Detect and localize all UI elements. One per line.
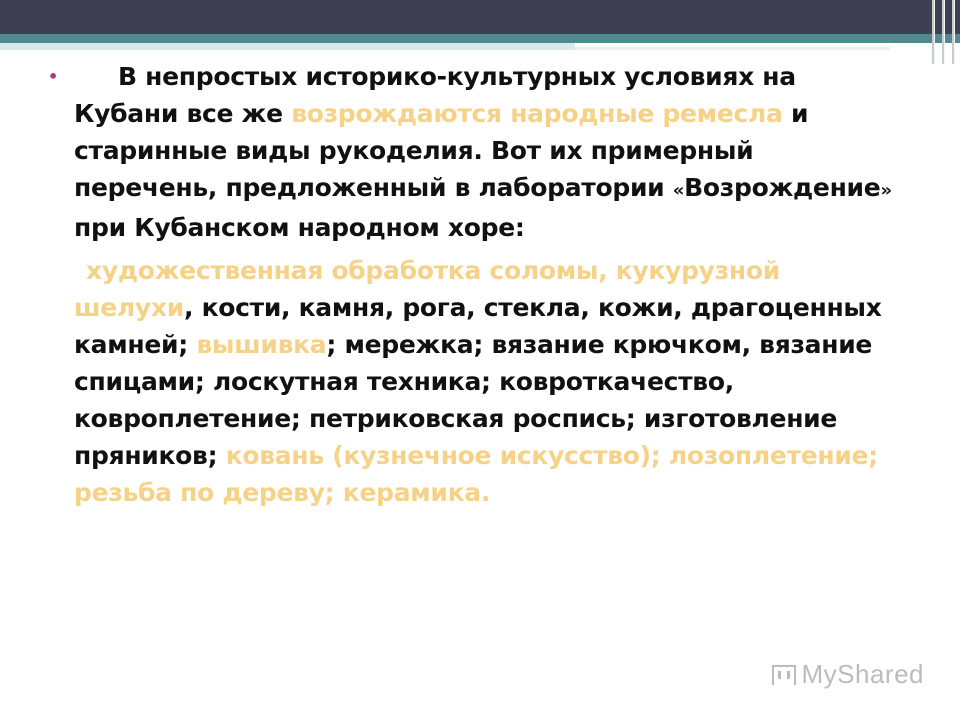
header-teal-band: [0, 34, 960, 43]
lab-name: Возрождение: [684, 173, 881, 202]
header-light-line: [575, 47, 890, 50]
list-text-1: , кости, камня, рога, стекла, кожи, драгоценных камней;: [74, 293, 882, 359]
bullet-icon: •: [48, 67, 58, 86]
intro-text-2: и старинные виды рукоделия. Вот их примерный перечень, предложенный в лаборатории: [74, 99, 809, 202]
slide-body: [48, 58, 904, 511]
quote-close: »: [880, 180, 892, 201]
highlight-embroidery: вышивка: [196, 330, 327, 359]
myshared-logo-icon: [772, 665, 796, 685]
intro-text-3: при Кубанском народном хоре:: [74, 213, 525, 242]
paragraph-intro: [48, 58, 904, 246]
header-dark-bar: [0, 0, 960, 34]
highlight-folk-crafts: возрождаются народные ремесла: [291, 99, 783, 128]
intro-text-1: В непростых историко-культурных условиях на Кубани все же: [74, 62, 796, 128]
highlight-straw-work: художественная обработка соломы, кукурузной шелухи: [74, 256, 780, 322]
list-text-2: ; мережка; вязание крючком, вязание спицами; лоскутная техника; ковроткачество, ковроплетение; петриковская роспись; изготовление пряников;: [74, 330, 873, 470]
quote-open: «: [672, 180, 685, 201]
watermark-text: MyShared: [801, 659, 924, 689]
myshared-watermark: [772, 659, 925, 690]
paragraph-crafts-list: [74, 252, 904, 511]
header-pale-band: [0, 43, 575, 50]
highlight-forging-and-more: ковань (кузнечное искусство); лозоплетение; резьба по дереву; керамика.: [74, 441, 878, 507]
corner-decoration: [932, 0, 954, 64]
